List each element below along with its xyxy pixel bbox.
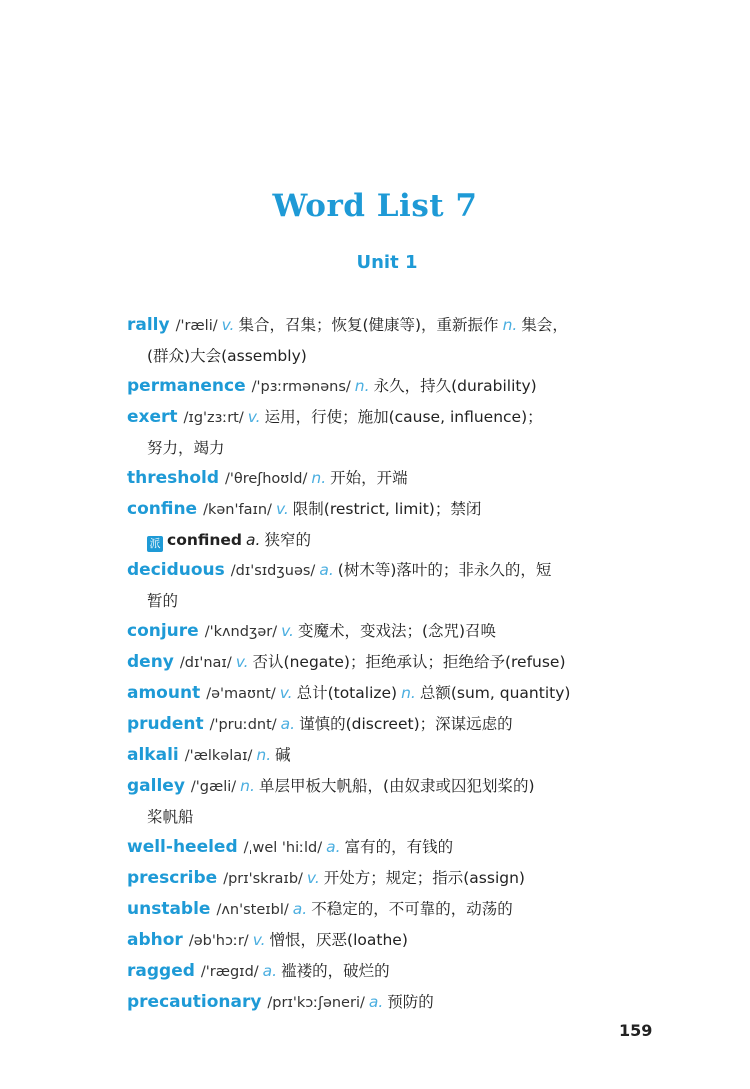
word-entry <box>127 863 657 894</box>
word-list <box>127 310 657 1018</box>
definition: 预防的 <box>387 993 434 1011</box>
part-of-speech: v. <box>252 931 266 949</box>
definition: 总额(sum, quantity) <box>419 684 571 702</box>
pronunciation: /ɪg'zɜːrt/ <box>183 410 244 426</box>
definition: 碱 <box>275 746 291 764</box>
word-entry <box>127 555 657 586</box>
definition: 褴褛的，破烂的 <box>281 962 390 980</box>
headword: confine <box>127 499 198 519</box>
derivative-badge-icon: 派 <box>147 536 163 552</box>
word-entry <box>127 832 657 863</box>
definition: 富有的，有钱的 <box>344 838 454 856</box>
pronunciation: /ˌwel 'hiːld/ <box>243 840 323 856</box>
definition: 谨慎的(discreet)；深谋远虑的 <box>299 715 513 733</box>
word-entry <box>127 402 657 433</box>
part-of-speech: n. <box>354 377 370 395</box>
page-number: 159 <box>619 1021 653 1040</box>
part-of-speech: v. <box>279 684 293 702</box>
word-entry <box>127 956 657 987</box>
definition: 总计(totalize) <box>296 684 398 702</box>
part-of-speech: a. <box>280 715 296 733</box>
definition-continuation: (群众)大会(assembly) <box>147 347 307 365</box>
headword: exert <box>127 407 178 427</box>
part-of-speech: v. <box>247 408 261 426</box>
word-entry <box>127 616 657 647</box>
headword: conjure <box>127 621 199 641</box>
pronunciation: /prɪ'kɔːʃəneri/ <box>267 995 365 1011</box>
pronunciation: /'kʌndʒər/ <box>204 624 278 640</box>
word-entry <box>127 925 657 956</box>
definition: 集会， <box>521 316 568 334</box>
word-entry <box>127 371 657 402</box>
definition: 集合，召集；恢复(健康等)，重新振作 <box>238 316 499 334</box>
pronunciation: /'θreʃhoʊld/ <box>225 471 308 487</box>
headword: galley <box>127 776 185 796</box>
word-entry <box>127 894 657 925</box>
part-of-speech: v. <box>281 622 294 640</box>
pronunciation: /ə'maʊnt/ <box>206 686 276 702</box>
pronunciation: /ʌn'steɪbl/ <box>216 902 289 918</box>
headword: rally <box>127 315 170 335</box>
word-entry <box>127 463 657 494</box>
headword: prudent <box>127 714 204 734</box>
word-entry <box>127 987 657 1018</box>
pronunciation: /'pruːdnt/ <box>209 717 277 733</box>
definition: 开始，开端 <box>330 469 408 487</box>
part-of-speech: v. <box>235 653 249 671</box>
part-of-speech: a. <box>262 962 278 980</box>
part-of-speech: v. <box>221 316 235 334</box>
definition: 变魔术，变戏法；(念咒)召唤 <box>297 622 497 640</box>
pronunciation: /dɪ'sɪdʒuəs/ <box>230 563 316 579</box>
derived-word: confined <box>167 531 243 549</box>
pronunciation: /'rægɪd/ <box>200 964 259 980</box>
headword: permanence <box>127 376 246 396</box>
definition-continuation: 努力，竭力 <box>147 439 225 457</box>
word-entry <box>127 740 657 771</box>
definition: 限制(restrict, limit)；禁闭 <box>292 500 482 518</box>
definition: 憎恨，厌恶(loathe) <box>269 931 408 949</box>
part-of-speech: a. <box>292 900 308 918</box>
headword: ragged <box>127 961 195 981</box>
word-entry <box>127 494 657 525</box>
definition: 运用，行使；施加(cause, influence)； <box>264 408 543 426</box>
pronunciation: /əb'hɔːr/ <box>188 933 249 949</box>
word-entry <box>127 709 657 740</box>
definition: 否认(negate)；拒绝承认；拒绝给予(refuse) <box>252 653 566 671</box>
headword: threshold <box>127 468 220 488</box>
part-of-speech: n. <box>240 777 255 795</box>
part-of-speech: n. <box>311 469 327 487</box>
page-title: Word List 7 <box>272 188 478 224</box>
part-of-speech: n. <box>401 684 416 702</box>
pronunciation: /prɪ'skraɪb/ <box>223 871 303 887</box>
part-of-speech: a. <box>326 838 341 856</box>
headword: amount <box>127 683 201 703</box>
derived-word-line <box>127 525 657 555</box>
part-of-speech: v. <box>275 500 289 518</box>
definition: (树木等)落叶的；非永久的，短 <box>337 561 552 579</box>
headword: deciduous <box>127 560 225 580</box>
word-entry <box>127 310 657 341</box>
definition-continuation: 暂的 <box>147 592 179 610</box>
pronunciation: /kən'faɪn/ <box>203 502 272 518</box>
part-of-speech: n. <box>502 316 518 334</box>
headword: abhor <box>127 930 183 950</box>
headword: deny <box>127 652 174 672</box>
headword: well-heeled <box>127 837 238 857</box>
pronunciation: /'ræli/ <box>175 318 218 334</box>
pronunciation: /dɪ'naɪ/ <box>179 655 232 671</box>
definition-continuation: 桨帆船 <box>147 808 194 826</box>
unit-heading: Unit 1 <box>356 252 418 273</box>
definition: 开处方；规定；指示(assign) <box>323 869 525 887</box>
word-entry <box>127 678 657 709</box>
derived-part-of-speech: a. <box>246 531 261 549</box>
word-entry <box>127 647 657 678</box>
part-of-speech: n. <box>256 746 272 764</box>
pronunciation: /'ælkəlaɪ/ <box>184 748 253 764</box>
derived-definition: 狭窄的 <box>264 531 311 549</box>
part-of-speech: a. <box>368 993 384 1011</box>
definition: 单层甲板大帆船，(由奴隶或囚犯划桨的) <box>258 777 535 795</box>
word-entry <box>127 771 657 802</box>
pronunciation: /'pɜːrmənəns/ <box>251 379 351 395</box>
definition: 永久，持久(durability) <box>373 377 537 395</box>
headword: prescribe <box>127 868 218 888</box>
definition: 不稳定的，不可靠的，动荡的 <box>311 900 513 918</box>
pronunciation: /'gæli/ <box>190 779 237 795</box>
part-of-speech: a. <box>319 561 334 579</box>
part-of-speech: v. <box>306 869 320 887</box>
headword: unstable <box>127 899 211 919</box>
headword: precautionary <box>127 992 262 1012</box>
headword: alkali <box>127 745 179 765</box>
